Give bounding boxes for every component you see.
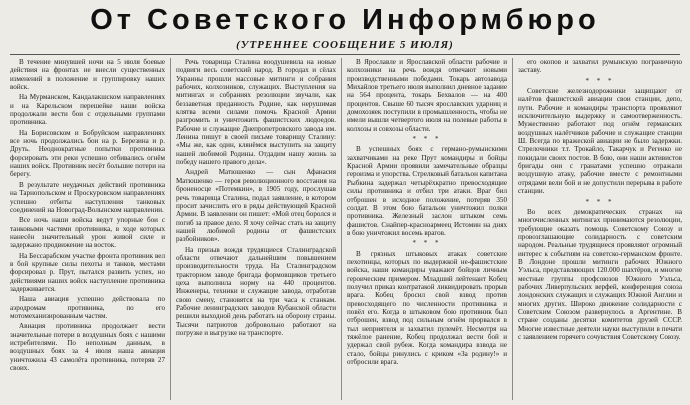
paragraph: Все ночь наши войска ведут упорные бои с танковыми частями противника, в ходе которых нанесён значительный урон живой силе и задержано продвижение на восток. [10, 216, 165, 250]
column-4 [518, 58, 682, 400]
paragraph: На Борисовском и Бобруйском направлениях все ночь продолжались бои на р. Березина и р. Друть. Неоднократные попытки противника форсировать эти реки успешно отбивались огнём наших войск. Противник несёт большие потери на берегу. [10, 128, 165, 179]
paragraph: Речь товарища Сталина воодушевила на новые подвиги весь советский народ. В городах и сёлах Украины прошли массовые митинги и собрания рабочих, колхозников, служащих. Выступления на митингах и собраниях резолюции звучали, как беззаветная преданность Родине, как нерушимая клятва всеми силами помочь Красной Армии разгромить и уничтожить фашистских людоедов. Рабочие и служащие Днепропетровского завода им. Ленина пишут в своей письме товарищу Сталину: «Мы же, как один, клянёмся выступить на защиту нашей любимой Родины. Отдадим нашу жизнь за победу нашего правого дела». [176, 58, 336, 167]
paragraph: В грязных штыковых атаках советские пехотинцы, которых по выдержкой не-фашистские войска, наши командиры уважают бойцов личным героическим примером. Младший лейтенант Кобец получил приказ контратакой ликвидировать прорыв врага. Кобец бросил свой взвод против превосходящего по численности противника и повёл его. Когда в штыковом бою противник был отброшен, взвод под сильным огнём прорвался в тыл неприятеля и захватил пулемёт. Несмотря на тяжёлое ранение, Кобец продолжал вести бой и удержал свой рубеж. Когда командира взвода не стало, бойцы ринулись с криком «За родину!» и отбросили врага. [347, 249, 507, 367]
paragraph: В результате неудачных действий противника на Тарнопольском и Проскуровском направлениях успешно отбиты наступления танковых соединений на Новоград-Волынском направлении. [10, 180, 165, 214]
section-separator: * * * [585, 76, 615, 85]
paragraph: Наша авиация успешно действовала по аэродромам противника, по его мотомеханизированным частям. [10, 295, 165, 320]
paragraph: В Ярославле и Ярославской области рабочие и колхозники на речь вождя отвечают новыми производственными победами. Токарь автозавода Михайлов третьего июля выполнил дневное задание на 564 процента, токарь Бехвалов — на 400 процентов. Свыше 60 тысяч ярославских ударниц и домохозяек поступили в промышленность, чтобы не имели вышли четвертого июля на полевые работы в колхозы и совхозы области. [347, 58, 507, 133]
column-separator [170, 58, 171, 400]
column-3 [347, 58, 507, 400]
section-separator: * * * [585, 197, 615, 206]
column-separator [341, 58, 342, 400]
paragraph: Авиация противника продолжает вести значительные потери в воздушных боях с нашими истребителями. По неполным данным, в воздушных боях за 4 июля наша авиация уничтожила 43 самолёта противника, потеряв 27 своих. [10, 322, 165, 373]
paragraph: На призыв вождя трудящиеся Сталинградской области отвечают дальнейшим повышением производительности труда. На Сталинградском тракторном заводе бригада формовщиков третьего цеха выполнила норму на 440 процентов. Инженеры, техники и служащие завода, отработав свою смену, становятся на три часа к станкам. Рабочие ленинградских заводов Кубанской области решили выходной день работать на оборону страны. Тысячи патриотов добровольно работают на погрузке и выгрузке на транспорте. [176, 245, 336, 337]
column-2 [176, 58, 336, 400]
paragraph: Андрей Матюшенко — сын Афанасия Матюшенко — героя революционного восстания на броненосце «Потемкин», в 1905 году, прослушав речь товарища Сталина, подал заявление, в котором просит зачислить его в ряды действующей Красной Армии. В заявлении он пишет: «Мой отец боролся и погиб за правое дело. Я хочу сейчас стать на защиту нашей любимой родины от фашистских разбойников». [176, 168, 336, 244]
section-separator: * * * [412, 239, 442, 248]
column-1 [10, 58, 165, 400]
page-title: От Советского Информбюро [90, 4, 600, 36]
paragraph: В успешных боях с германо-румынскими захватчиками на реке Прут командиры и бойцы Красной Армии проявили замечательные образцы героизма и упорства. Стрелковый батальон капитана Рыбкина задержал четырёхкратно превосходящие силы противника и отбил три атаки. Враг бил отброшен в исходное положение, потеряв 350 солдат. В этом бою батальон уничтожил полки противника. Железный заслон штыком семь фашистов. Снайпер-красноармеец Истомин на днях в бою уничтожил восемь врагов. [347, 145, 507, 237]
section-separator: * * * [412, 135, 442, 144]
paragraph: На Бессарабском участке фронта противник вел в бой крупные силы пехоты и танков, местами форсировал р. Прут, пытался развить успех, но действиями наших войск наступление противника задерживается. [10, 251, 165, 293]
paragraph: На Мурманском, Кандалакшском направлениях и на Карельском перешейке наши войска продолжали вести бои с отдельными группами противника. [10, 93, 165, 127]
page-subtitle: (УТРЕННЕЕ СООБЩЕНИЕ 5 ИЮЛЯ) [236, 39, 454, 51]
paragraph: В течение минувшей ночи на 5 июля боевые действия на фронтах не внесли существенных изменений в положение и группировку наших войск. [10, 58, 165, 92]
header-rule [10, 54, 680, 55]
paragraph: его окопов и захватил румынскую пограничную заставу. [518, 58, 682, 75]
paragraph: Во всех демократических странах на многочисленных митингах принимаются резолюции, требующие оказать помощь Советскому Союзу и провозглашающие солидарность с советским народом. Реальные трудящиеся проявляют огромный интерес к событиям на советско-германском фронте. В Лондоне прошли митинги рабочих Южного Уэльса, представляющих 120.000 шахтёров, и многие местные группы профсоюзов Южного Уэльса, рабочих Ливерпульских верфей, конференция союза лондонских служащих и служащих Южной Англии и многих других. Широко движение солидарности с Советским Союзом развернулось в Аргентине. В стране созданы десятки комитетов друзей СССР. Многие известные деятели науки выступили в печати с заявлением горячего сочувствия Советскому Союзу. [518, 207, 682, 341]
column-separator [512, 58, 513, 400]
paragraph: Советские железнодорожники защищают от налётов фашистской авиации свои станции, депо, пути. Рабочие и командиры транспорта проявляют исключительную выдержку и самоотверженность. Мужественно работают под огнём германских воздушных налётчиков рабочие и служащие станции Ш. Всегда по вражеской авиации не было задержки. Стрелочники т.т. Трокайло, Такарчук и Регенко не покидали своих постов. В бою, они наши активистов бригады они с гранатами успешно отражали воздушную атаку, рабочие вместе с ремонтными отрядами вели бой и не допустили перерыва в работе станции. [518, 87, 682, 196]
